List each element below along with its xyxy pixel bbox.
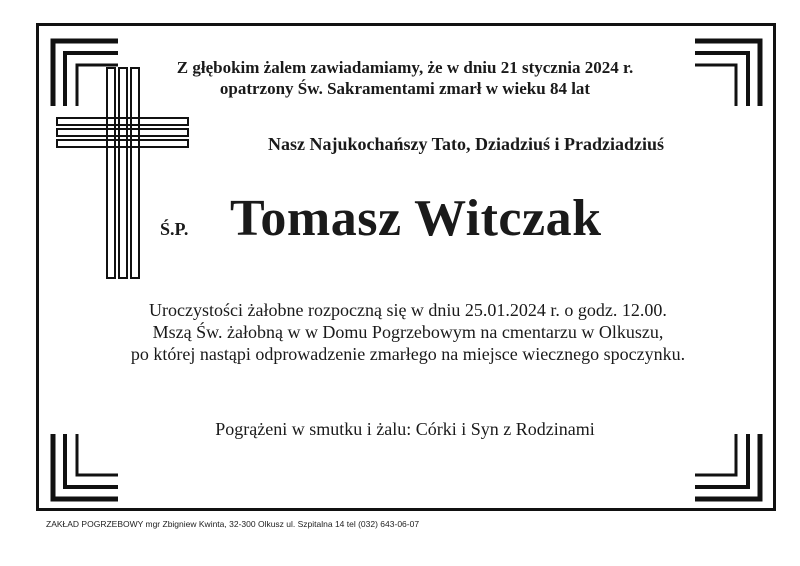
funeral-home-footer: ZAKŁAD POGRZEBOWY mgr Zbigniew Kwinta, 32-300 Olkusz ul. Szpitalna 14 tel (032) 643-06-07 bbox=[46, 519, 420, 529]
mourners-text: Pogrążeni w smutku i żalu: Córki i Syn z Rodzinami bbox=[215, 419, 595, 439]
relation-text: Nasz Najukochańszy Tato, Dziadziuś i Pradziadziuś bbox=[267, 134, 665, 154]
announcement-line-2: opatrzony Św. Sakramentami zmarł w wieku 84 lat bbox=[219, 79, 591, 98]
deceased-prefix: Ś.P. bbox=[160, 219, 189, 239]
corner-ornament-icon bbox=[48, 434, 118, 504]
ceremony-line-2: Mszą Św. żałobną w w Domu Pogrzebowym na cmentarzu w Olkuszu, bbox=[152, 322, 664, 342]
ceremony-line-3: po której nastąpi odprowadzenie zmarłego na miejsce wiecznego spoczynku. bbox=[130, 344, 686, 364]
ceremony-line-1: Uroczystości żałobne rozpoczną się w dniu 25.01.2024 r. o godz. 12.00. bbox=[149, 300, 667, 320]
announcement-line-1: Z głębokim żalem zawiadamiamy, że w dniu 21 stycznia 2024 r. bbox=[176, 58, 634, 77]
corner-ornament-icon bbox=[695, 434, 765, 504]
deceased-name: Tomasz Witczak bbox=[230, 190, 602, 247]
